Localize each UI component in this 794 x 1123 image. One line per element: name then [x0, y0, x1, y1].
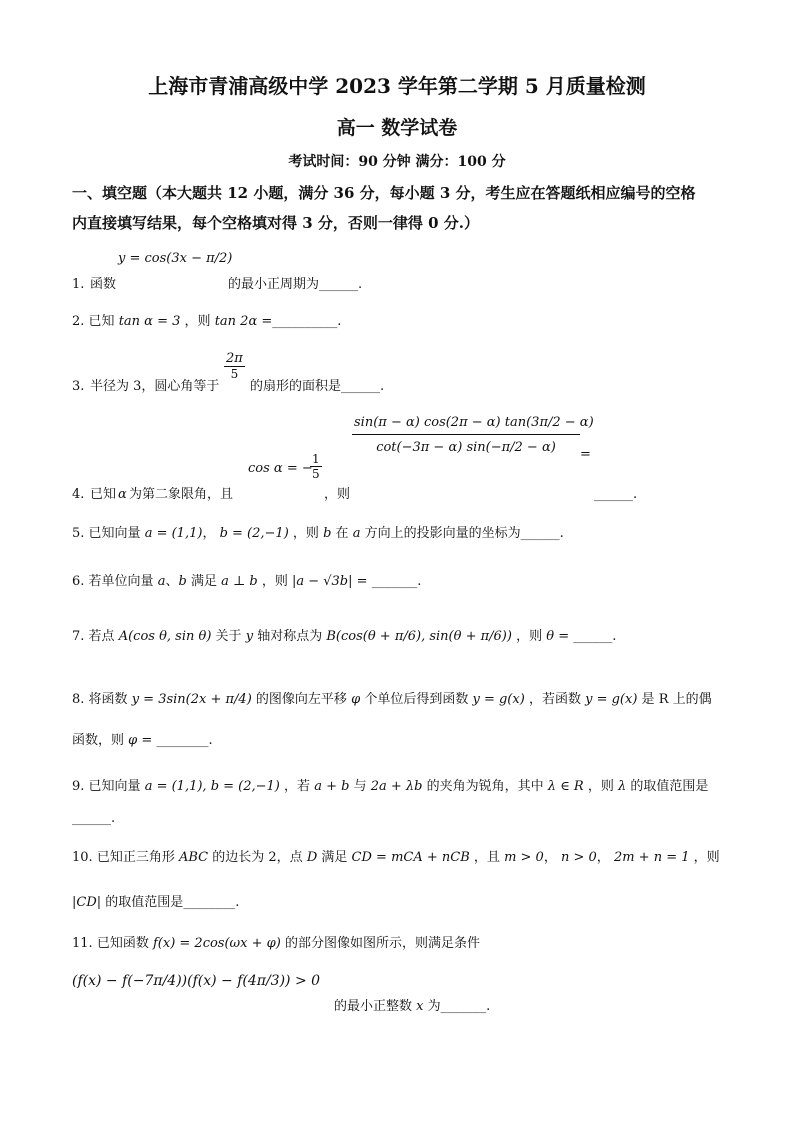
q8-phi: φ — [351, 692, 361, 707]
q6-post: _______. — [371, 574, 422, 589]
q5-post: 方向上的投影向量的坐标为______. — [364, 526, 564, 541]
q11-function: f(x) = 2cos(ωx + φ) — [152, 936, 281, 951]
q8-post: 上的偶 — [672, 692, 712, 707]
q8-mid3: ，若函数 — [528, 692, 581, 707]
q11-tail-post: 为_______. — [427, 999, 491, 1014]
section-heading-line1: 一、填空题（本大题共 12 小题，满分 36 分，每小题 3 分，考生应在答题纸相应编号的空格 — [72, 184, 696, 202]
question-11 — [72, 935, 722, 953]
q10-c3: 2m + n = 1 — [613, 850, 690, 865]
question-11-inequality-line — [72, 972, 722, 991]
q6-mid: 满足 — [190, 574, 217, 589]
question-10-line2 — [72, 894, 722, 912]
q10-post: ，则 — [693, 850, 720, 865]
q11-number: 11. — [72, 936, 93, 951]
q10-pre: 已知正三角形 — [96, 850, 175, 865]
q10-c1: m > 0 — [504, 850, 544, 865]
q7-point-a: A(cos θ, sin θ) — [118, 629, 212, 644]
q9-cond: λ ∈ R — [547, 779, 584, 794]
q10-cd: CD = mCA + nCB — [351, 850, 470, 865]
q4-cos-expr: cos α = − — [248, 461, 313, 476]
q6-sep: 、 — [165, 574, 179, 589]
q8-phi-eq: φ = — [128, 733, 153, 748]
q3-pre: 半径为 3，圆心角等于 — [90, 379, 220, 394]
q6-expression: |a − √3b| = — [291, 574, 368, 589]
q10-mid3: ，且 — [473, 850, 500, 865]
q4-pre: 已知 — [90, 487, 117, 502]
q9-mid3: 的夹角为锐角，其中 — [426, 779, 544, 794]
q8-line2-post: ________. — [156, 733, 213, 748]
question-6 — [72, 573, 722, 591]
q9-post: 的取值范围是 — [630, 779, 709, 794]
q10-sep: ， — [543, 850, 557, 865]
q11-tail-pre: 的最小正整数 — [334, 999, 413, 1014]
q6-b: b — [178, 574, 187, 589]
exam-info: 考试时间：90 分钟 满分：100 分 — [288, 154, 506, 170]
q9-mid: ，若 — [284, 779, 311, 794]
q1-formula: y = cos(3x − π/2) — [118, 251, 233, 266]
q1-pre: 函数 — [90, 277, 117, 292]
q7-point-b: B(cos(θ + π/6), sin(θ + π/6)) — [326, 629, 512, 644]
q5-vector-a: a = (1,1) — [144, 526, 203, 541]
q10-c2: n > 0 — [560, 850, 597, 865]
q5-bv: b — [323, 526, 332, 541]
q10-mid: 的边长为 2，点 — [212, 850, 303, 865]
question-8 — [72, 691, 722, 709]
exam-title: 上海市青浦高级中学 2023 学年第二学期 5 月质量检测 — [148, 74, 646, 98]
q11-pre: 已知函数 — [96, 936, 149, 951]
q8-mid: 的图像向左平移 — [255, 692, 347, 707]
q3-post: 的扇形的面积是______. — [250, 379, 385, 394]
q10-line2-post: 的取值范围是________. — [105, 895, 240, 910]
q1-number: 1. — [72, 277, 85, 292]
q7-pre: 若点 — [88, 629, 115, 644]
q10-sep2: ， — [596, 850, 610, 865]
q11-post: 的部分图像如图所示，则满足条件 — [284, 936, 480, 951]
q10-mid2: 满足 — [321, 850, 348, 865]
question-9-line2: ______. — [72, 811, 116, 826]
q2-number: 2. — [72, 314, 85, 329]
section-heading-line2: 内直接填写结果，每个空格填对得 3 分，否则一律得 0 分.） — [72, 214, 479, 232]
q2-target: tan 2α — [214, 314, 258, 329]
question-7 — [72, 628, 722, 646]
q9-vectors: a = (1,1), b = (2,−1) — [144, 779, 280, 794]
q7-y: y — [245, 629, 254, 644]
q3-angle-fraction: $\frac{2\pi}{5}$ — [226, 351, 243, 381]
q7-mid: 关于 — [215, 629, 242, 644]
q11-x: x — [416, 999, 424, 1014]
q10-abc: ABC — [178, 850, 209, 865]
q9-lambda: λ — [617, 779, 627, 794]
question-9 — [72, 778, 722, 796]
q5-mid: ，则 — [292, 526, 319, 541]
q4-mid: 为第二象限角，且 — [129, 487, 234, 502]
q5-vector-b: b = (2,−1) — [219, 526, 289, 541]
q4-post: ______. — [594, 487, 638, 502]
q8-number: 8. — [72, 692, 85, 707]
q1-post: 的最小正周期为______. — [228, 277, 363, 292]
q3-number: 3. — [72, 379, 85, 394]
q7-mid2: 轴对称点为 — [257, 629, 323, 644]
q9-mid2: 与 — [353, 779, 367, 794]
q9-pre: 已知向量 — [88, 779, 141, 794]
q2-given: tan α = 3 — [118, 314, 181, 329]
q6-pre: 若单位向量 — [88, 574, 154, 589]
section-heading — [72, 178, 722, 238]
question-8-line2 — [72, 732, 722, 750]
q7-number: 7. — [72, 629, 85, 644]
q4-cos-fraction: $\frac{1}{5}$ — [312, 452, 320, 481]
q5-in: 在 — [335, 526, 349, 541]
q8-pre: 将函数 — [88, 692, 128, 707]
q4-alpha: α — [118, 487, 127, 502]
q8-mid2: 个单位后得到函数 — [364, 692, 469, 707]
q4-then: ，则 — [324, 487, 351, 502]
q8-g: y = g(x) — [472, 692, 525, 707]
q9-v1: a + b — [314, 779, 350, 794]
q8-line2-pre: 函数，则 — [72, 733, 125, 748]
q6-then: ，则 — [261, 574, 288, 589]
q4-equals: = — [580, 447, 591, 462]
q5-number: 5. — [72, 526, 85, 541]
q9-number: 9. — [72, 779, 85, 794]
q8-r: R — [658, 692, 669, 707]
q7-theta: θ = — [546, 629, 570, 644]
q5-av: a — [352, 526, 361, 541]
q7-post: ______. — [573, 629, 617, 644]
q6-condition: a ⊥ b — [221, 574, 258, 589]
q2-post: =__________. — [261, 314, 342, 329]
q4-big-fraction: $\frac{\sin(\pi - \alpha) \cos(2\pi - \alpha) \tan(3\pi/2 - \alpha)}{\cot(-3\pi - \alpha) \sin(-\pi/2 - \alpha)}$ — [352, 412, 580, 461]
q11-inequality: (f(x) − f(−7π/4))(f(x) − f(4π/3)) > 0 — [72, 973, 321, 989]
q4-number: 4. — [72, 487, 85, 502]
q8-g2: y = g(x) — [585, 692, 638, 707]
q8-function: y = 3sin(2x + π/4) — [131, 692, 252, 707]
q6-number: 6. — [72, 574, 85, 589]
q2-pre: 已知 — [88, 314, 115, 329]
q6-a: a — [157, 574, 166, 589]
question-11-tail — [334, 998, 794, 1016]
q10-cd-norm: |CD| — [72, 895, 102, 910]
q2-mid: ，则 — [184, 314, 211, 329]
exam-subtitle: 高一 数学试卷 — [336, 117, 458, 139]
q9-v2: 2a + λb — [370, 779, 423, 794]
question-5: 5. 已知向量 a = (1,1)， b = (2,−1) ，则 b 在 a 方向上的投影向量的坐标为______. — [72, 526, 564, 541]
question-10 — [72, 849, 722, 867]
question-2 — [72, 313, 722, 331]
q9-then: ，则 — [587, 779, 614, 794]
q8-mid4: 是 — [641, 692, 655, 707]
q7-then: ，则 — [516, 629, 543, 644]
q10-d: D — [306, 850, 318, 865]
q10-number: 10. — [72, 850, 93, 865]
q5-pre: 已知向量 — [88, 526, 141, 541]
